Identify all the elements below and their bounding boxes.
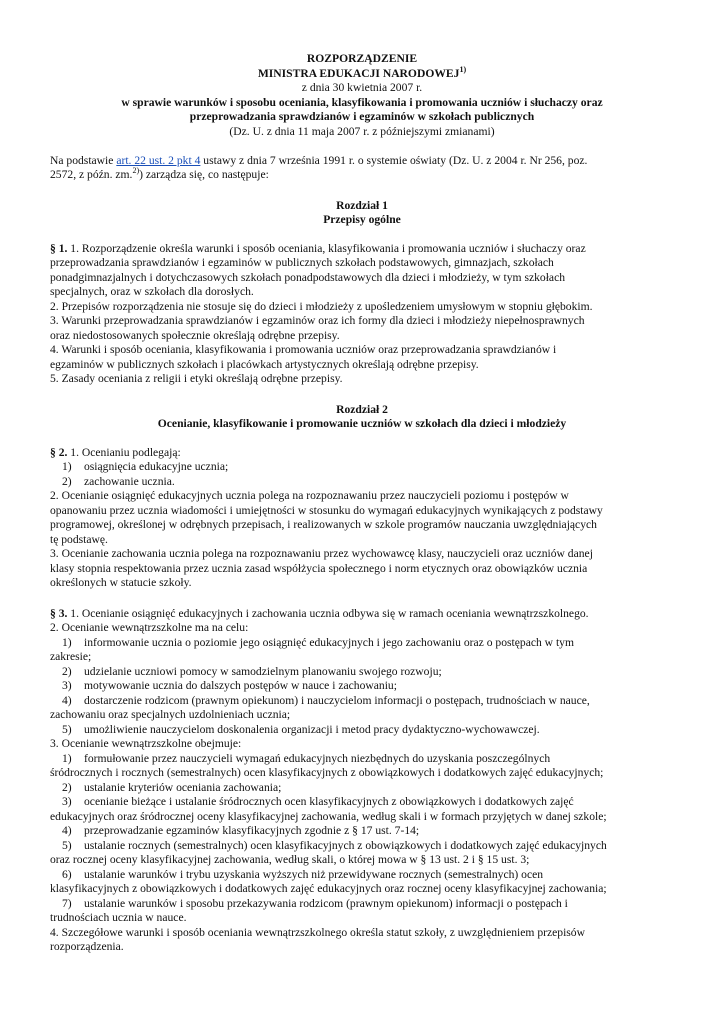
- list-item: 5) ustalanie rocznych (semestralnych) ocen klasyfikacyjnych z obowiązkowych i dodatkowych zajęć edukacyjnych: [62, 838, 607, 852]
- journal-reference: (Dz. U. z dnia 11 maja 2007 r. z późniejszymi zmianami): [229, 124, 495, 138]
- paragraph-1: § 1. 1. Rozporządzenie określa warunki i sposób oceniania, klasyfikowania i promowania uczniów i słuchaczy oraz przeprowadzania sprawdzianów i egzaminów w publicznych szkołach podstawowych, gimnazjach, szkołach ponadgimnazjalnych i dotychczasowych szkołach ponadpodstawowych dla dzieci i młodzieży, w tym szkołach specjalnych, oraz w szkołach dla dorosłych. 2. Przepisów rozporządzenia nie stosuje się do dzieci i młodzieży z upośledzeniem umysłowym w stopniu głębokim. 3. Warunki przeprowadzania sprawdzianów i egzaminów oraz ich formy dla dzieci i młodzieży niepełnosprawnych oraz niedostosowanych społecznie określają odrębne przepisy. 4. Warunki i sposób oceniania, klasyfikowania i promowania uczniów oraz przeprowadzania sprawdzianów i egzaminów w publicznych szkołach i placówkach artystycznych określają odrębne przepisy. 5. Zasady oceniania z religii i etyki określają odrębne przepisy.: [50, 241, 593, 386]
- list-item: 1) formułowanie przez nauczycieli wymagań edukacyjnych niezbędnych do uzyskania poszczególnych: [62, 751, 551, 765]
- section-mark: § 3.: [50, 606, 68, 620]
- list-item: 3) motywowanie ucznia do dalszych postępów w nauce i zachowaniu;: [62, 679, 397, 693]
- section-mark: § 1.: [50, 241, 68, 255]
- footnote-ref-1: 1): [459, 64, 467, 74]
- list-item: 5) umożliwienie nauczycielom doskonalenia organizacji i metod pracy dydaktyczno-wychowawczej.: [62, 722, 540, 736]
- list-item: 1) informowanie ucznia o poziomie jego osiągnięć edukacyjnych i jego zachowaniu oraz o postępach w tym: [62, 635, 574, 649]
- title-line-2: MINISTRA EDUKACJI NARODOWEJ$^{1)}$: [257, 64, 467, 80]
- subject-line-2: przeprowadzania sprawdzianów i egzaminów w szkołach publicznych: [189, 110, 535, 124]
- list-item: 2) ustalanie kryteriów oceniania zachowania;: [62, 780, 282, 794]
- issue-date: z dnia 30 kwietnia 2007 r.: [301, 81, 423, 95]
- list-item: 6) ustalanie warunków i trybu uzyskania wyższych niż przewidywane rocznych (semestralnych) ocen: [62, 867, 544, 881]
- section-mark: § 2.: [50, 445, 68, 459]
- list-item: 2) zachowanie ucznia.: [62, 474, 175, 488]
- chapter-2-heading: Rozdział 2 Ocenianie, klasyfikowanie i promowanie uczniów w szkołach dla dzieci i młodzieży: [157, 402, 567, 431]
- article-link[interactable]: art. 22 ust. 2 pkt 4: [116, 153, 201, 167]
- list-item: 3) ocenianie bieżące i ustalanie śródrocznych ocen klasyfikacyjnych z obowiązkowych i dodatkowych zajęć: [62, 795, 574, 809]
- list-item: 1) osiągnięcia edukacyjne ucznia;: [62, 460, 229, 474]
- chapter-1-heading: Rozdział 1 Przepisy ogólne: [323, 198, 401, 227]
- paragraph-2: § 2. 1. Ocenianiu podlegają: 1) osiągnięcia edukacyjne ucznia; 2) zachowanie ucznia. 2. Ocenianie osiągnięć edukacyjnych ucznia polega na rozpoznawaniu przez nauczycieli poziomu i postępów w opanowaniu przez ucznia wiadomości i umiejętności w stosunku do wymagań edukacyjnych wynikających z podstawy programowej, określonej w odrębnych przepisach, i realizowanych w szkole programów nauczania uwzględniających tę podstawę. 3. Ocenianie zachowania ucznia polega na rozpoznawaniu przez wychowawcę klasy, nauczycieli oraz uczniów danej klasy stopnia respektowania przez ucznia zasad współżycia społecznego i norm etycznych oraz obowiązków ucznia określonych w statucie szkoły.: [50, 446, 674, 591]
- title-line-1: ROZPORZĄDZENIE: [306, 52, 418, 65]
- legal-basis: Na podstawie art. 22 ust. 2 pkt 4 ustawy z dnia 7 września 1991 r. o systemie oświaty (Dz. U. z 2004 r. Nr 256, poz. 2572, z późn. zm.$^{2)}$) zarządza się, co następuje:: [50, 153, 588, 182]
- list-item: 4) dostarczenie rodzicom (prawnym opiekunom) i nauczycielom informacji o postępach, trudnościach w nauce,: [62, 693, 590, 707]
- footnote-ref-2: 2): [132, 166, 140, 176]
- list-item: 2) udzielanie uczniowi pomocy w samodzielnym planowaniu swojego rozwoju;: [62, 664, 442, 678]
- list-item: 4) przeprowadzanie egzaminów klasyfikacyjnych zgodnie z § 17 ust. 7-14;: [62, 824, 420, 838]
- subject-line-1: w sprawie warunków i sposobu oceniania, klasyfikowania i promowania uczniów i słuchaczy oraz: [121, 95, 603, 109]
- document-header: [50, 52, 674, 140]
- list-item: 7) ustalanie warunków i sposobu przekazywania rodzicom (prawnym opiekunom) informacji o postępach i: [62, 896, 568, 910]
- paragraph-3: § 3. 1. Ocenianie osiągnięć edukacyjnych i zachowania ucznia odbywa się w ramach oceniania wewnątrzszkolnego. 2. Ocenianie wewnątrzszkolne ma na celu: 1) informowanie ucznia o poziomie jego osiągnięć edukacyjnych i jego zachowaniu oraz o postępach w tym zakresie; 2) udzielanie uczniowi pomocy w samodzielnym planowaniu swojego rozwoju; 3) motywowanie ucznia do dalszych postępów w nauce i zachowaniu; 4) dostarczenie rodzicom (prawnym opiekunom) i nauczycielom informacji o postępach, trudnościach w nauce, zachowaniu oraz specjalnych uzdolnieniach ucznia; 5) umożliwienie nauczycielom doskonalenia organizacji i metod pracy dydaktyczno-wychowawczej. 3. Ocenianie wewnątrzszkolne obejmuje: 1) formułowanie przez nauczycieli wymagań edukacyjnych niezbędnych do uzyskania poszczególnych śródrocznych i rocznych (semestralnych) ocen klasyfikacyjnych z obowiązkowych i dodatkowych zajęć edukacyjnych; 2) ustalanie kryteriów oceniania zachowania; 3) ocenianie bieżące i ustalanie śródrocznych ocen klasyfikacyjnych z obowiązkowych i dodatkowych zajęć edukacyjnych oraz śródrocznej oceny klasyfikacyjnej zachowania, według skali i w formach przyjętych w danej szkole; 4) przeprowadzanie egzaminów klasyfikacyjnych zgodnie z § 17 ust. 7-14; 5) ustalanie rocznych (semestralnych) ocen klasyfikacyjnych z obowiązkowych i dodatkowych zajęć edukacyjnych oraz rocznej oceny klasyfikacyjnej zachowania, według skali, o której mowa w § 13 ust. 2 i § 15 ust. 3; 6) ustalanie warunków i trybu uzyskania wyższych niż przewidywane rocznych (semestralnych) ocen klasyfikacyjnych z obowiązkowych i dodatkowych zajęć edukacyjnych oraz rocznej oceny klasyfikacyjnej zachowania; 7) ustalanie warunków i sposobu przekazywania rodzicom (prawnym opiekunom) informacji o postępach i trudnościach ucznia w nauce. 4. Szczegółowe warunki i sposób oceniania wewnątrzszkolnego określa statut szkoły, z uwzględnieniem przepisów rozporządzenia.: [50, 607, 674, 955]
